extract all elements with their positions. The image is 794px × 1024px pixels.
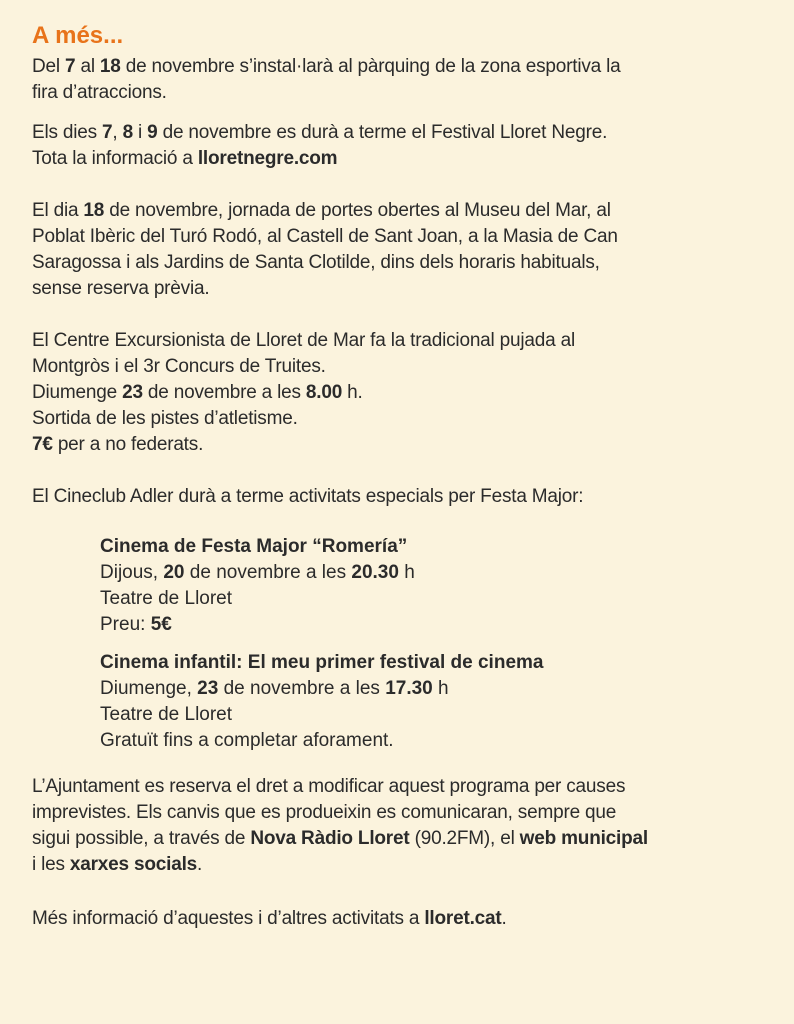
event-price (100, 612, 754, 638)
cineclub-section (32, 484, 754, 754)
open-doors-line-1 (32, 198, 754, 224)
open-doors-line-3: Saragossa i als Jardins de Santa Clotilde, dins dels horaris habituals, (32, 252, 600, 273)
event-datetime (100, 676, 754, 702)
text: de novembre es durà a terme el Festival Lloret Negre. (157, 122, 608, 143)
text: (90.2FM), el (409, 828, 520, 849)
event-note: Gratuït fins a completar aforament. (100, 730, 394, 751)
text: El dia (32, 200, 84, 221)
fair-paragraph (32, 54, 754, 106)
open-doors-paragraph (32, 198, 754, 302)
text: Diumenge (32, 382, 123, 403)
text: . (197, 854, 203, 875)
date: 20 (163, 562, 185, 583)
text: Diumenge, (100, 678, 198, 699)
excursion-line-5 (32, 432, 754, 458)
date: 18 (83, 200, 105, 221)
lloretnegre-link[interactable]: lloretnegre.com (197, 148, 338, 169)
text: i les (32, 854, 70, 875)
date: 18 (99, 56, 121, 77)
text: h. (342, 382, 363, 403)
fair-line-1 (32, 54, 754, 80)
disclaimer-paragraph (32, 774, 754, 878)
text: i (132, 122, 148, 143)
open-doors-line-4: sense reserva prèvia. (32, 278, 210, 299)
disclaimer-line-2: imprevistes. Els canvis que es produeixin es comunicaran, sempre que (32, 802, 617, 823)
cineclub-intro: El Cineclub Adler durà a terme activitats especials per Festa Major: (32, 486, 584, 507)
text: h (398, 562, 415, 583)
cinema-event-2 (100, 650, 754, 754)
text: . (501, 908, 507, 929)
date: 7 (102, 122, 113, 143)
excursion-line-3 (32, 380, 754, 406)
disclaimer-line-1: L’Ajuntament es reserva el dret a modificar aquest programa per causes (32, 776, 626, 797)
text: Els dies (32, 122, 103, 143)
text: Dijous, (100, 562, 164, 583)
text: per a no federats. (52, 434, 204, 455)
event-title: Cinema de Festa Major “Romería” (100, 536, 408, 557)
text: de novembre, jornada de portes obertes al Museu del Mar, al (104, 200, 611, 221)
text: h (432, 678, 449, 699)
text: de novembre a les (184, 562, 352, 583)
text: al (75, 56, 100, 77)
time: 20.30 (351, 562, 399, 583)
festival-paragraph (32, 120, 754, 172)
excursion-line-1: El Centre Excursionista de Lloret de Mar fa la tradicional pujada al (32, 330, 575, 351)
event-venue: Teatre de Lloret (100, 588, 233, 609)
price: 7€ (32, 434, 53, 455)
disclaimer-line-4 (32, 852, 754, 878)
price: 5€ (150, 614, 172, 635)
event-title: Cinema infantil: El meu primer festival de cinema (100, 652, 544, 673)
festival-line-1 (32, 120, 754, 146)
fair-line-2: fira d’atraccions. (32, 82, 167, 103)
text: de novembre a les (218, 678, 386, 699)
lloret-cat-link[interactable]: lloret.cat (424, 908, 502, 929)
text: Del (32, 56, 65, 77)
date: 8 (122, 122, 133, 143)
date: 9 (147, 122, 158, 143)
event-venue: Teatre de Lloret (100, 704, 233, 725)
web-municipal: web municipal (519, 828, 648, 849)
event-datetime (100, 560, 754, 586)
section-title: A més... (32, 22, 124, 49)
text: sigui possible, a través de (32, 828, 251, 849)
time: 8.00 (305, 382, 343, 403)
text: , (112, 122, 123, 143)
disclaimer-line-3 (32, 826, 754, 852)
more-info (32, 906, 754, 932)
text: Tota la informació a (32, 148, 198, 169)
date: 7 (65, 56, 76, 77)
text: de novembre a les (142, 382, 306, 403)
text: Més informació d’aquestes i d’altres activitats a (32, 908, 425, 929)
radio-name: Nova Ràdio Lloret (250, 828, 410, 849)
date: 23 (122, 382, 143, 403)
excursion-line-2: Montgròs i el 3r Concurs de Truites. (32, 356, 326, 377)
social-networks: xarxes socials (69, 854, 198, 875)
excursion-line-4: Sortida de les pistes d’atletisme. (32, 408, 298, 429)
cinema-event-1 (100, 534, 754, 638)
text: Preu: (100, 614, 151, 635)
time: 17.30 (385, 678, 433, 699)
festival-line-2 (32, 146, 754, 172)
date: 23 (197, 678, 219, 699)
text: de novembre s’instal·larà al pàrquing de la zona esportiva la (120, 56, 621, 77)
excursion-paragraph (32, 328, 754, 458)
open-doors-line-2: Poblat Ibèric del Turó Rodó, al Castell de Sant Joan, a la Masia de Can (32, 226, 618, 247)
